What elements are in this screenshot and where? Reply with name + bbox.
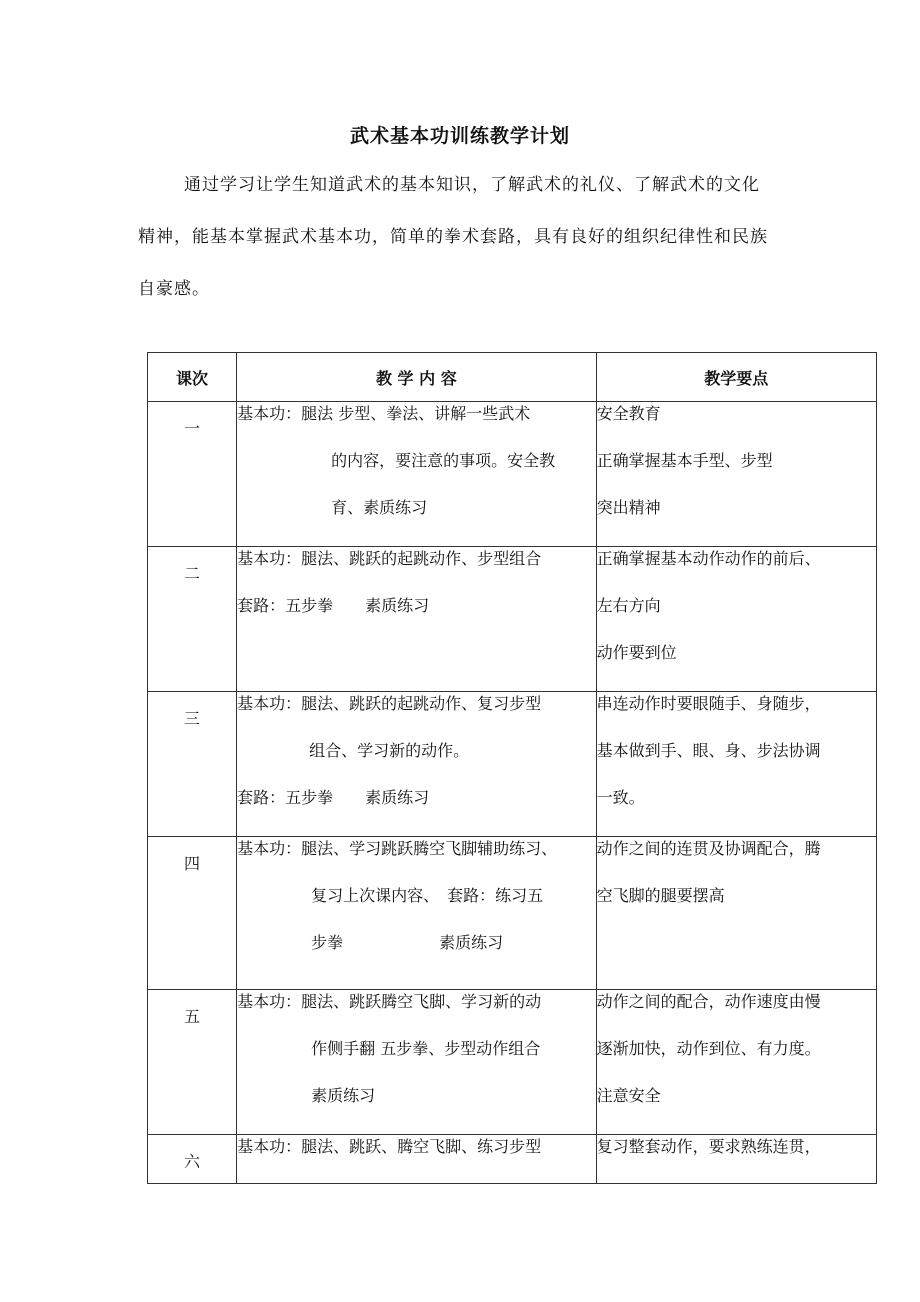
table-row <box>148 1135 877 1184</box>
lesson-number: 六 <box>148 1135 237 1184</box>
content-line: 套路：五步拳 素质练习 <box>237 596 430 615</box>
points-line: 一致。 <box>596 788 645 807</box>
lesson-content <box>237 1135 596 1184</box>
content-line: 复习上次课内容、 套路：练习五 <box>311 886 544 905</box>
lesson-points <box>596 1135 876 1184</box>
content-line: 基本功：腿法 步型、拳法、讲解一些武术 <box>237 404 531 423</box>
content-line: 的内容，要注意的事项。安全教 <box>331 451 556 470</box>
lesson-points <box>596 837 876 990</box>
points-line: 串连动作时要眼随手、身随步， <box>596 694 821 713</box>
lesson-plan-table <box>147 352 877 1184</box>
lesson-points <box>596 990 876 1135</box>
table-row <box>148 837 877 990</box>
points-line: 安全教育 <box>596 404 661 423</box>
lesson-number: 二 <box>148 547 237 692</box>
lesson-number: 一 <box>148 402 237 547</box>
table-row <box>148 547 877 692</box>
table-header-row <box>148 353 877 402</box>
content-line: 步拳 素质练习 <box>311 933 504 952</box>
content-line: 基本功：腿法、跳跃的起跳动作、复习步型 <box>237 694 542 713</box>
content-line: 素质练习 <box>311 1086 376 1105</box>
content-line: 组合、学习新的动作。 <box>309 741 470 760</box>
points-line: 动作之间的配合，动作速度由慢 <box>596 992 821 1011</box>
table-row <box>148 692 877 837</box>
header-points: 教学要点 <box>596 353 876 402</box>
document-title: 武术基本功训练教学计划 <box>349 125 570 147</box>
lesson-number: 四 <box>148 837 237 990</box>
intro-line: 通过学习让学生知道武术的基本知识，了解武术的礼仪、了解武术的文化 <box>184 175 760 195</box>
lesson-content <box>237 402 596 547</box>
lesson-content <box>237 990 596 1135</box>
table-row <box>148 402 877 547</box>
intro-line: 自豪感。 <box>138 279 210 299</box>
points-line: 基本做到手、眼、身、步法协调 <box>596 741 821 760</box>
header-lesson: 课次 <box>148 353 237 402</box>
lesson-points <box>596 402 876 547</box>
lesson-points <box>596 692 876 837</box>
lesson-number: 三 <box>148 692 237 837</box>
points-line: 复习整套动作，要求熟练连贯， <box>596 1137 821 1156</box>
points-line: 逐渐加快，动作到位、有力度。 <box>596 1039 821 1058</box>
intro-line: 精神，能基本掌握武术基本功，简单的拳术套路，具有良好的组织纪律性和民族 <box>138 227 768 247</box>
lesson-points <box>596 547 876 692</box>
points-line: 正确掌握基本动作动作的前后、 <box>596 549 821 568</box>
lesson-content <box>237 547 596 692</box>
content-line: 基本功：腿法、跳跃腾空飞脚、学习新的动 <box>237 992 542 1011</box>
points-line: 突出精神 <box>596 498 661 517</box>
points-line: 注意安全 <box>596 1086 661 1105</box>
points-line: 正确掌握基本手型、步型 <box>596 451 773 470</box>
points-line: 动作之间的连贯及协调配合，腾 <box>596 839 821 858</box>
content-line: 套路：五步拳 素质练习 <box>237 788 430 807</box>
content-line: 作侧手翻 五步拳、步型动作组合 <box>311 1039 541 1058</box>
lesson-content <box>237 837 596 990</box>
header-content: 教 学 内 容 <box>237 353 596 402</box>
content-line: 基本功：腿法、学习跳跃腾空飞脚辅助练习、 <box>237 839 558 858</box>
content-line: 育、素质练习 <box>331 498 428 517</box>
lesson-content <box>237 692 596 837</box>
content-line: 基本功：腿法、跳跃的起跳动作、步型组合 <box>237 549 542 568</box>
points-line: 左右方向 <box>596 596 661 615</box>
points-line: 空飞脚的腿要摆高 <box>596 886 725 905</box>
points-line: 动作要到位 <box>596 643 677 662</box>
lesson-number: 五 <box>148 990 237 1135</box>
table-row <box>148 990 877 1135</box>
content-line: 基本功：腿法、跳跃、腾空飞脚、练习步型 <box>237 1137 542 1156</box>
intro-paragraph <box>138 172 798 328</box>
